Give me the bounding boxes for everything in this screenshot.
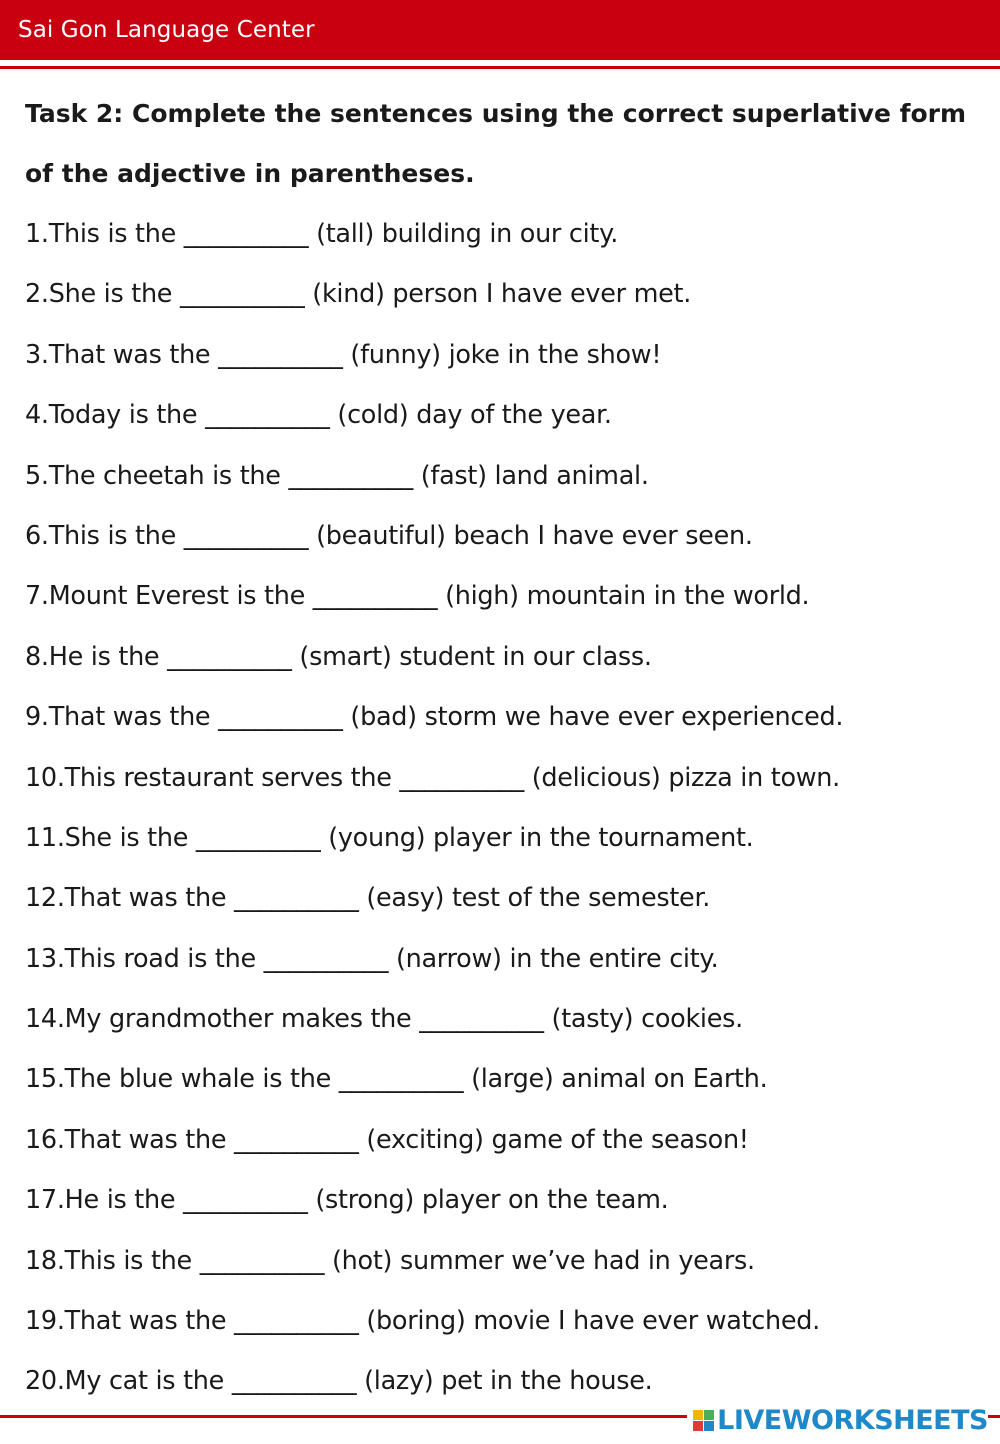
sentence-11: 11.She is the __________ (young) player in the tournament. (25, 822, 754, 853)
header-divider (0, 66, 1000, 69)
sentence-7: 7.Mount Everest is the __________ (high) mountain in the world. (25, 581, 810, 612)
header-bar (0, 0, 1000, 60)
sentence-9: 9.That was the __________ (bad) storm we have ever experienced. (25, 702, 844, 733)
liveworksheets-watermark[interactable] (687, 1404, 988, 1436)
task-heading: Task 2: Complete the sentences using the correct superlative form of the adjective in parentheses. (25, 99, 967, 188)
sentence-list (25, 204, 990, 1412)
sentence-20: 20.My cat is the __________ (lazy) pet in the house. (25, 1366, 653, 1397)
sentence-6: 6.This is the __________ (beautiful) beach I have ever seen. (25, 520, 753, 551)
sentence-4: 4.Today is the __________ (cold) day of the year. (25, 400, 612, 431)
sentence-8: 8.He is the __________ (smart) student in our class. (25, 641, 652, 672)
sentence-3: 3.That was the __________ (funny) joke in the show! (25, 339, 662, 370)
sentence-2: 2.She is the __________ (kind) person I have ever met. (25, 279, 692, 310)
watermark-text: LIVEWORKSHEETS (717, 1404, 988, 1436)
sentence-16: 16.That was the __________ (exciting) game of the season! (25, 1124, 749, 1155)
sentence-12: 12.That was the __________ (easy) test of the semester. (25, 883, 711, 914)
sentence-10: 10.This restaurant serves the __________ (delicious) pizza in town. (25, 762, 840, 793)
sentence-15: 15.The blue whale is the __________ (large) animal on Earth. (25, 1064, 768, 1095)
sentence-18: 18.This is the __________ (hot) summer we’ve had in years. (25, 1245, 755, 1276)
sentence-1: 1.This is the __________ (tall) building in our city. (25, 219, 619, 249)
liveworksheets-logo-icon (693, 1410, 714, 1431)
sentence-13: 13.This road is the __________ (narrow) in the entire city. (25, 943, 719, 974)
sentence-17: 17.He is the __________ (strong) player on the team. (25, 1185, 669, 1216)
header-title: Sai Gon Language Center (18, 17, 315, 43)
sentence-5: 5.The cheetah is the __________ (fast) land animal. (25, 460, 649, 491)
sentence-14: 14.My grandmother makes the __________ (tasty) cookies. (25, 1004, 743, 1035)
sentence-19: 19.That was the __________ (boring) movie I have ever watched. (25, 1306, 820, 1337)
